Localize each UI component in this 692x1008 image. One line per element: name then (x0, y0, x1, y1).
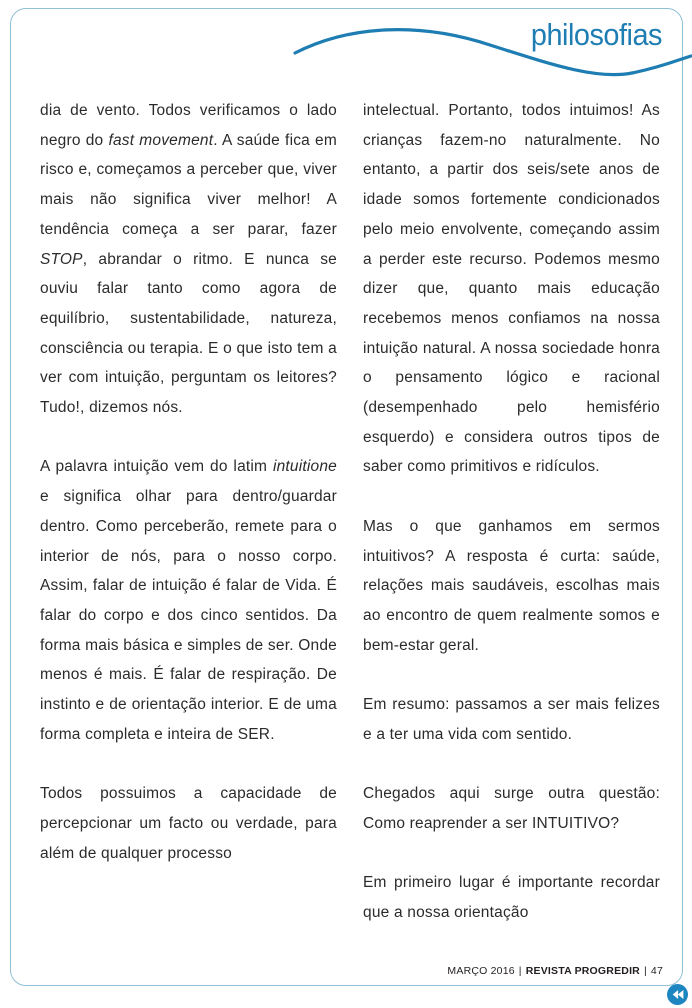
italic-text-run: STOP (40, 250, 83, 268)
text-run: Todos possuimos a capacidade de percepcionar um facto ou verdade, para além de qualquer processo (40, 785, 337, 862)
text-run: A palavra intuição vem do latim (40, 458, 273, 476)
magazine-section-title: philosofias (530, 17, 662, 52)
paragraph (363, 512, 660, 661)
paragraph (40, 452, 337, 749)
footer-separator: | (643, 965, 647, 977)
page-footer (447, 965, 663, 977)
text-run: . A saúde fica em risco e, começamos a perceber que, viver mais não significa viver melhor! A tendência começa a ser parar, fazer (40, 131, 337, 238)
text-run: , abrandar o ritmo. E nunca se ouviu falar tanto como agora de equilíbrio, sustentabilidade, natureza, consciência ou terapia. E o que isto tem a ver com intuição, perguntam os leitores? Tudo!, dizemos nós. (40, 250, 337, 417)
italic-text-run: fast movement (108, 131, 214, 149)
paragraph (40, 96, 337, 423)
paragraph (363, 96, 660, 482)
paragraph (363, 690, 660, 749)
article-column-left (40, 96, 337, 928)
article-column-right (363, 96, 660, 928)
footer-issue-date: MARÇO 2016 (447, 965, 515, 977)
text-run: Em primeiro lugar é importante recordar que a nossa orientação (363, 874, 660, 921)
double-chevron-left-icon (667, 984, 688, 1005)
footer-separator: | (518, 965, 522, 977)
text-run: e significa olhar para dentro/guardar dentro. Como perceberão, remete para o interior de nós, para o nosso corpo. Assim, falar de intuição é falar de Vida. É falar do corpo e dos cinco sentidos. Da forma mais básica e simples de ser. Onde menos é mais. É falar de respiração. De instinto e de orientação interior. E de uma forma completa e inteira de SER. (40, 488, 337, 743)
article-body (40, 96, 660, 928)
paragraph (40, 779, 337, 868)
text-run: Em resumo: passamos a ser mais felizes e a ter uma vida com sentido. (363, 696, 660, 743)
text-run: Chegados aqui surge outra questão: Como reaprender a ser INTUITIVO? (363, 785, 660, 832)
footer-magazine-name: REVISTA PROGREDIR (525, 965, 640, 977)
italic-text-run: intuitione (272, 458, 337, 476)
previous-page-button[interactable] (667, 984, 688, 1005)
paragraph (363, 779, 660, 838)
paragraph (363, 868, 660, 927)
footer-page-number: 47 (650, 965, 663, 977)
text-run: Mas o que ganhamos em sermos intuitivos? A resposta é curta: saúde, relações mais saudáveis, escolhas mais ao encontro de quem realmente somos e bem-estar geral. (363, 517, 660, 654)
text-run: dia de vento. Todos verificamos o lado negro do (40, 102, 337, 149)
text-run: intelectual. Portanto, todos intuimos! As crianças fazem-no naturalmente. No entanto, a partir dos seis/sete anos de idade somos fortemente condicionados pelo meio envolvente, começando assim a perder este recurso. Podemos mesmo dizer que, quanto mais educação recebemos menos confiamos na nossa intuição natural. A nossa sociedade honra o pensamento lógico e racional (desempenhado pelo hemisfério esquerdo) e considera outros tipos de saber como primitivos e ridículos. (363, 102, 660, 476)
